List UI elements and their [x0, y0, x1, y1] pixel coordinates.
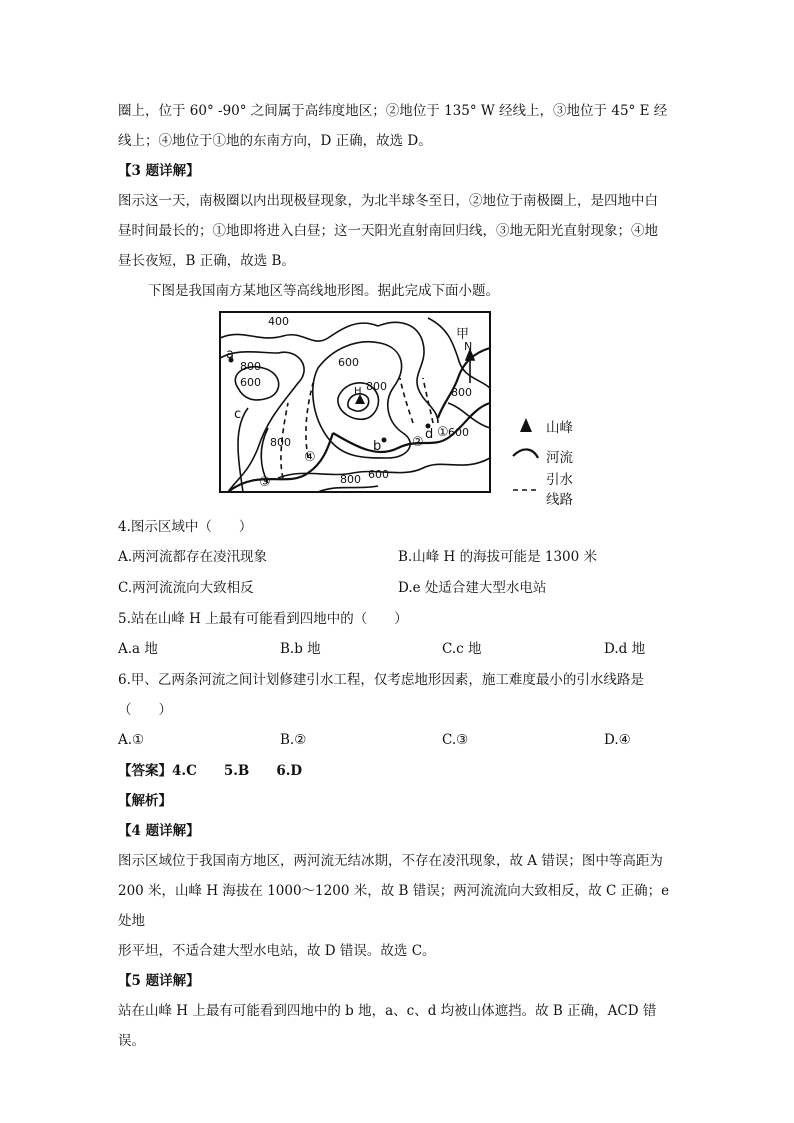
- q6-stem-blank: （ ）: [118, 702, 172, 718]
- q5-option-c: C.c 地: [442, 641, 482, 657]
- intro-text: 下图是我国南方某地区等高线地形图。据此完成下面小题。: [148, 283, 499, 299]
- answer-line: 【答案】4.C 5.B 6.D: [118, 763, 303, 779]
- analysis-heading: 【解析】: [118, 793, 172, 809]
- contour-label: 800: [240, 360, 261, 373]
- q4-option-b: B.山峰 H 的海拔可能是 1300 米: [398, 549, 598, 565]
- contour-map: [118, 308, 678, 508]
- q5-option-b: B.b 地: [280, 641, 321, 657]
- marker-3: ③: [259, 475, 271, 490]
- q4-heading: 【4 题详解】: [118, 823, 200, 839]
- text-line: 图示区域位于我国南方地区，两河流无结冰期，不存在凌汛现象，故 A 错误；图中等高距为: [118, 853, 663, 869]
- contour-label: 800: [340, 473, 361, 486]
- q5-option-a: A.a 地: [118, 641, 158, 657]
- contour-label: 600: [368, 468, 389, 481]
- marker-4: ④: [304, 450, 316, 465]
- text-line: 昼长夜短，B 正确，故选 B。: [118, 253, 295, 269]
- north-label: N: [464, 340, 473, 353]
- marker-1: ①: [437, 425, 449, 440]
- text-line: 形平坦，不适合建大型水电站，故 D 错误。故选 C。: [118, 943, 436, 959]
- q4-options-row: [118, 542, 678, 573]
- contour-label: 600: [240, 376, 261, 389]
- q5-stem: 5.站在山峰 H 上最有可能看到四地中的（ ）: [118, 611, 408, 627]
- text-line: 圈上，位于 60° -90° 之间属于高纬度地区；②地位于 135° W 经线上，③地位于 45° E 经: [118, 103, 668, 119]
- q5-options-row: [118, 634, 678, 665]
- text-line: 站在山峰 H 上最有可能看到四地中的 b 地，a、c、d 均被山体遮挡。故 B 正确，ACD 错误。: [118, 1003, 657, 1049]
- text-line: 200 米，山峰 H 海拔在 1000～1200 米，故 B 错误；两河流流向大致相反，故 C 正确；e 处地: [118, 883, 670, 929]
- marker-2: ②: [412, 435, 424, 450]
- contour-label: 800: [270, 436, 291, 449]
- contour-label: 400: [268, 315, 289, 328]
- legend-river-label: 河流: [546, 450, 573, 466]
- point-label-jia: 甲: [456, 327, 470, 342]
- q6-option-d: D.④: [604, 732, 631, 748]
- q6-stem: 6.甲、乙两条河流之间计划修建引水工程，仅考虑地形因素，施工难度最小的引水线路是: [118, 672, 644, 688]
- q4-stem: 4.图示区域中（ ）: [118, 519, 253, 535]
- point-label-d: d: [425, 427, 434, 442]
- q4-option-a: A.两河流都存在凌汛现象: [118, 549, 268, 565]
- legend-peak-icon: [520, 418, 532, 432]
- contour-map-figure: [118, 308, 678, 508]
- point-label-b: b: [373, 439, 382, 454]
- point-label-h: H: [354, 386, 362, 397]
- q4-option-c: C.两河流流向大致相反: [118, 580, 254, 596]
- legend-route-label: 引水: [546, 472, 573, 488]
- q6-option-b: B.②: [280, 732, 307, 748]
- q6-options-row: [118, 725, 678, 756]
- text-line: 图示这一天，南极圈以内出现极昼现象，为北半球冬至日，②地位于南极圈上，是四地中白: [118, 193, 658, 209]
- q6-option-a: A.①: [118, 732, 145, 748]
- q4-option-d: D.e 处适合建大型水电站: [398, 580, 547, 596]
- q5-option-d: D.d 地: [604, 641, 646, 657]
- legend-route-label-2: 线路: [546, 492, 573, 508]
- contour-label: 800: [451, 386, 472, 399]
- q6-option-c: C.③: [442, 732, 469, 748]
- q5-heading: 【5 题详解】: [118, 973, 200, 989]
- document-page: [118, 96, 678, 1056]
- point-label-c: c: [234, 407, 242, 422]
- q3-heading: 【3 题详解】: [118, 163, 200, 179]
- legend-peak-label: 山峰: [546, 420, 573, 436]
- contour-label: 600: [338, 356, 359, 369]
- contour-label: 800: [366, 380, 387, 393]
- text-line: 昼时间最长的；①地即将进入白昼；这一天阳光直射南回归线，③地无阳光直射现象；④地: [118, 223, 658, 239]
- q4-options-row: [118, 573, 678, 604]
- text-line: 线上；④地位于①地的东南方向，D 正确，故选 D。: [118, 133, 432, 149]
- contour-label: 600: [448, 426, 469, 439]
- point-label-a: a: [226, 347, 234, 362]
